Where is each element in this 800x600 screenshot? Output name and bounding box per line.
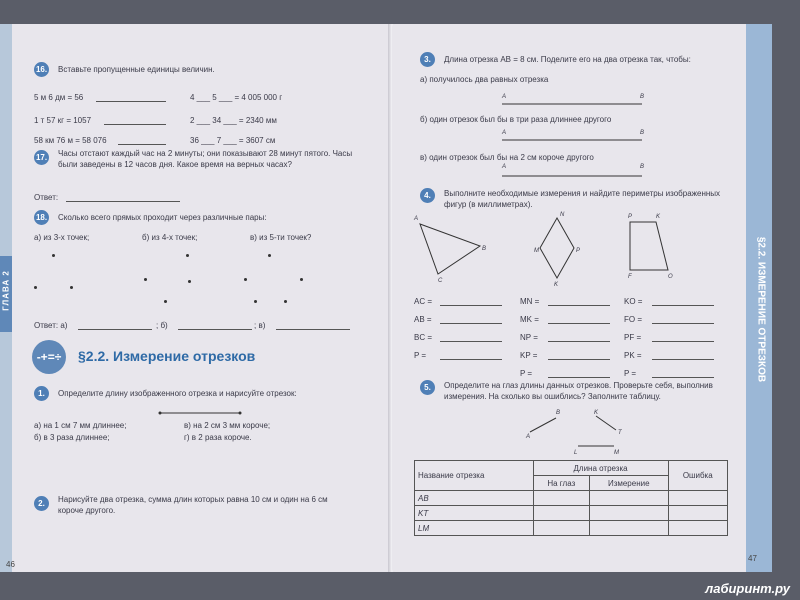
task-18-number: 18. [34,210,49,225]
measure-label: MK = [520,315,539,324]
answer-line[interactable] [652,359,714,360]
table-header-by-eye: На глаз [533,476,589,491]
by-eye-cell[interactable] [533,491,589,506]
task-3-text: Длина отрезка AB = 8 см. Поделите его на два отрезка так, чтобы: [444,55,691,64]
point [268,254,271,257]
segment-name-cell: LM [415,521,534,536]
segment-name-cell: AB [415,491,534,506]
answer-line[interactable] [440,341,502,342]
point-label: A [502,94,507,100]
answer-line[interactable] [652,323,714,324]
vertex-label: F [628,274,632,280]
answer-line[interactable] [548,323,610,324]
task-5-text: Определите на глаз длины данных отрезков. Проверьте себя, выполнив измерения. На сколько вы ошиблись? Заполните таблицу. [444,381,713,401]
point-label: L [574,450,578,456]
measure-label: PF = [624,333,642,342]
table-header-measured: Измерение [589,476,668,491]
watermark: лабиринт.ру [705,581,790,596]
table-row [415,506,728,521]
measure-label: FO = [624,315,643,324]
answer-line[interactable] [548,341,610,342]
point [284,300,287,303]
answer-line[interactable] [652,305,714,306]
chapter-tab [0,256,12,332]
task-1-b: в) на 2 см 3 мм короче; [184,421,271,430]
page-number-left: 46 [6,560,15,569]
task-18-b: б) из 4-х точек; [142,233,198,242]
task-2-text: Нарисуйте два отрезка, сумма длин которых равна 10 см и один на 6 см короче другого. [58,495,328,515]
measured-cell[interactable] [589,521,668,536]
measure-label: KP = [520,351,538,360]
answer-line-a[interactable] [78,329,152,330]
left-chapter-strip [0,24,12,572]
table-row [415,491,728,506]
point-label: B [640,164,645,170]
measure-label: KO = [624,297,643,306]
task-5-segments [522,410,642,450]
answer-line[interactable] [96,101,166,102]
task-1-c: б) в 3 раза длиннее; [34,433,110,442]
vertex-label: P [576,248,581,254]
answer-line-b[interactable] [178,329,252,330]
by-eye-cell[interactable] [533,521,589,536]
task-18-sep1: ; б) [156,321,168,330]
task-4-text: Выполните необходимые измерения и найдите периметры изображенных фигур (в миллиметрах). [444,189,721,209]
task-17-number: 17. [34,150,49,165]
task-1-a: а) на 1 см 7 мм длиннее; [34,421,127,430]
measure-label: P = [624,369,637,378]
point-label: B [556,410,561,416]
error-cell[interactable] [668,521,728,536]
vertex-label: O [668,274,673,280]
point-label: B [640,130,645,136]
trapezoid-pkof [628,220,678,276]
segment-name-cell: KT [415,506,534,521]
task-1-d: г) в 2 раза короче. [184,433,252,442]
task-18-c: в) из 5-ти точек? [250,233,312,242]
point [188,280,191,283]
task-16-row3-right: 36 ___ 7 ___ = 3607 см [190,136,276,145]
point [144,278,147,281]
point [52,254,55,257]
point-label: A [502,164,507,170]
vertex-label: C [438,278,443,284]
segment-ab [502,174,642,178]
section-title: §2.2. Измерение отрезков [78,348,256,364]
task-3-a: а) получилось два равных отрезка [420,75,549,84]
task-1-number: 1. [34,386,49,401]
task-18-answer-label: Ответ: а) [34,321,68,330]
segment-ab [502,102,642,106]
measure-label: NP = [520,333,538,342]
measure-label: PK = [624,351,642,360]
measure-label: AB = [414,315,432,324]
task-17-answer-label: Ответ: [34,193,59,202]
task-3-b: б) один отрезок был бы в три раза длиннее другого [420,115,612,124]
task-18-a: а) из 3-х точек; [34,233,90,242]
task-5-number: 5. [420,380,435,395]
answer-line-c[interactable] [276,329,350,330]
math-signs-icon: -+=÷ [32,340,66,374]
measure-label: P = [520,369,533,378]
task-3-number: 3. [420,52,435,67]
vertex-label: N [560,212,565,218]
answer-line[interactable] [440,323,502,324]
answer-line[interactable] [440,359,502,360]
task-16-row2-left: 1 т 57 кг = 1057 [34,116,92,125]
error-cell[interactable] [668,491,728,506]
error-cell[interactable] [668,506,728,521]
table-header-name: Название отрезка [415,461,534,491]
point [164,300,167,303]
section-side-tab [746,24,772,572]
measure-label: AC = [414,297,433,306]
table-header-error: Ошибка [668,461,728,491]
answer-line[interactable] [104,124,166,125]
vertex-label: P [628,214,633,220]
vertex-label: M [534,248,539,254]
point-label: K [594,410,599,416]
point-label: B [640,94,645,100]
task-16-number: 16. [34,62,49,77]
rhombus-mnpk [532,214,582,284]
point [300,278,303,281]
vertex-label: A [414,216,419,222]
task-16-text: Вставьте пропущенные единицы величин. [58,65,215,74]
answer-line[interactable] [548,305,610,306]
point [254,300,257,303]
point-label: A [526,434,531,440]
task-18-sep2: ; в) [254,321,266,330]
answer-line[interactable] [548,377,610,378]
point-label: A [502,130,507,136]
answer-line[interactable] [440,305,502,306]
answer-line[interactable] [652,377,714,378]
segment-ab [502,138,642,142]
answer-line[interactable] [548,359,610,360]
point [244,278,247,281]
answer-line[interactable] [118,144,166,145]
point-label: M [614,450,619,456]
point [186,254,189,257]
vertex-label: B [482,246,487,252]
task-18-text: Сколько всего прямых проходит через различные пары: [58,213,267,222]
table-header-length: Длина отрезка [533,461,668,476]
measure-label: P = [414,351,427,360]
task-16-row2-right: 2 ___ 34 ___ = 2340 мм [190,116,277,125]
table-row [415,521,728,536]
task-4-number: 4. [420,188,435,203]
measured-cell[interactable] [589,491,668,506]
task-2-number: 2. [34,496,49,511]
measure-label: MN = [520,297,540,306]
vertex-label: K [656,214,661,220]
task-5-table [414,460,728,536]
by-eye-cell[interactable] [533,506,589,521]
left-page [0,24,392,572]
task-3-c: в) один отрезок был бы на 2 см короче другого [420,153,594,162]
vertex-label: K [554,282,559,288]
point [34,286,37,289]
answer-line[interactable] [652,341,714,342]
task-16-row1-left: 5 м 6 дм = 56 [34,93,84,102]
measured-cell[interactable] [589,506,668,521]
section-side-tab-label: §2.2. ИЗМЕРЕНИЕ ОТРЕЗКОВ [755,236,767,383]
measure-label: BC = [414,333,433,342]
task-1-segment [160,410,240,416]
point-label: T [618,430,622,436]
task-16-row3-left: 58 км 76 м = 58 076 [34,136,107,145]
task-17-text: Часы отстают каждый час на 2 минуты; они показывают 28 минут пятого. Часы были заведены в 12 часов дня. Какое время на верных часах? [58,149,353,169]
page-number-right: 47 [748,554,757,563]
task-17-answer-line[interactable] [66,201,180,202]
chapter-tab-label: ГЛАВА 2 [1,270,11,311]
task-1-text: Определите длину изображенного отрезка и нарисуйте отрезок: [58,389,297,398]
task-16-row1-right: 4 ___ 5 ___ = 4 005 000 г [190,93,283,102]
point [70,286,73,289]
right-page [392,24,772,572]
